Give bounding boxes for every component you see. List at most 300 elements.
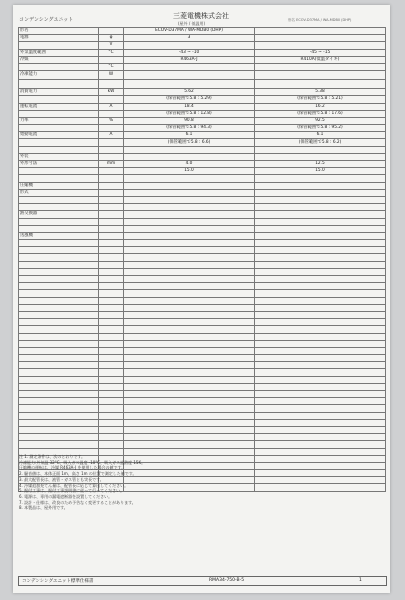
spec-label <box>19 125 99 132</box>
spec-label <box>19 139 99 146</box>
spec-label <box>19 419 99 426</box>
spec-unit: % <box>99 117 124 124</box>
spec-label <box>19 110 99 117</box>
spec-unit <box>99 326 124 333</box>
spec-label: 形式 <box>19 189 99 196</box>
spec-value-b <box>255 182 386 189</box>
spec-value-a <box>124 268 255 275</box>
spec-value-a <box>124 319 255 326</box>
spec-label <box>19 283 99 290</box>
spec-row <box>19 240 386 247</box>
footer-title: コンデンシングユニット標準仕様書 <box>22 579 94 584</box>
spec-value-b <box>255 189 386 196</box>
spec-value-a <box>124 297 255 304</box>
spec-label <box>19 426 99 433</box>
spec-row <box>19 35 386 42</box>
spec-value-a: R463A-J <box>124 56 255 63</box>
spec-unit <box>99 96 124 103</box>
spec-unit <box>99 383 124 390</box>
spec-row <box>19 333 386 340</box>
spec-value-b <box>255 211 386 218</box>
spec-row <box>19 146 386 153</box>
spec-unit <box>99 405 124 412</box>
spec-value-b <box>255 268 386 275</box>
spec-row <box>19 161 386 168</box>
spec-label <box>19 254 99 261</box>
spec-unit <box>99 297 124 304</box>
spec-row <box>19 28 386 35</box>
spec-value-b <box>255 240 386 247</box>
spec-value-a <box>124 63 255 70</box>
spec-unit: A <box>99 103 124 110</box>
spec-value-b <box>255 80 386 89</box>
spec-value-b: 16.2 <box>255 103 386 110</box>
spec-label <box>19 240 99 247</box>
spec-row <box>19 304 386 311</box>
spec-row <box>19 139 386 146</box>
spec-label <box>19 405 99 412</box>
spec-value-a <box>124 290 255 297</box>
spec-value-b <box>255 225 386 232</box>
spec-unit <box>99 355 124 362</box>
spec-label <box>19 297 99 304</box>
spec-value-a <box>124 426 255 433</box>
spec-value-a <box>124 283 255 290</box>
spec-value-a: 3 <box>124 35 255 42</box>
spec-unit: V <box>99 42 124 49</box>
spec-row <box>19 211 386 218</box>
doc-category: コンデンシングユニット <box>19 17 74 23</box>
spec-label <box>19 175 99 182</box>
spec-label: 始動電流 <box>19 132 99 139</box>
spec-label <box>19 225 99 232</box>
spec-label: 電源 <box>19 35 99 42</box>
spec-value-b <box>255 434 386 441</box>
spec-label: 消費電力 <box>19 89 99 96</box>
spec-value-b <box>255 362 386 369</box>
spec-row <box>19 340 386 347</box>
spec-unit <box>99 441 124 448</box>
spec-row <box>19 362 386 369</box>
spec-value-a: -43 ~ -10 <box>124 49 255 56</box>
spec-value-a <box>124 434 255 441</box>
spec-label <box>19 311 99 318</box>
spec-value-b: 15.0 <box>255 168 386 175</box>
spec-unit <box>99 168 124 175</box>
spec-value-a <box>124 240 255 247</box>
spec-value-a <box>124 247 255 254</box>
spec-value-b <box>255 304 386 311</box>
spec-row <box>19 398 386 405</box>
spec-unit <box>99 304 124 311</box>
spec-value-a <box>124 391 255 398</box>
spec-value-b <box>255 146 386 153</box>
spec-row <box>19 225 386 232</box>
spec-value-a <box>124 405 255 412</box>
note-line: 2. 騒音値は、本体正面 1m、高さ 1m の位置で測定した値です。 <box>19 471 137 477</box>
spec-row <box>19 63 386 70</box>
spec-value-a: 5.62 <box>124 89 255 96</box>
spec-unit <box>99 254 124 261</box>
spec-value-b <box>255 340 386 347</box>
spec-value-b <box>255 426 386 433</box>
spec-label <box>19 276 99 283</box>
spec-label <box>19 369 99 376</box>
spec-label <box>19 168 99 175</box>
spec-label: 運転電流 <box>19 103 99 110</box>
spec-value-b <box>255 311 386 318</box>
spec-label: 冷凍能力 <box>19 71 99 80</box>
spec-value-a <box>124 376 255 383</box>
spec-value-b <box>255 153 386 160</box>
spec-value-a <box>124 333 255 340</box>
note-line: 6. 電源は、専用の漏電遮断器を設置してください。 <box>19 493 113 499</box>
spec-label <box>19 63 99 70</box>
spec-label <box>19 333 99 340</box>
spec-row <box>19 153 386 160</box>
spec-value-a <box>124 398 255 405</box>
spec-label <box>19 261 99 268</box>
spec-row <box>19 261 386 268</box>
spec-row <box>19 232 386 239</box>
spec-row <box>19 376 386 383</box>
spec-row <box>19 49 386 56</box>
spec-row <box>19 369 386 376</box>
spec-value-b: -45 ~ -15 <box>255 49 386 56</box>
spec-value-a <box>124 441 255 448</box>
spec-label <box>19 96 99 103</box>
spec-label: 外形寸法 <box>19 161 99 168</box>
spec-value-a <box>124 225 255 232</box>
spec-row <box>19 383 386 390</box>
spec-value-a <box>124 175 255 182</box>
spec-row <box>19 117 386 124</box>
spec-label <box>19 441 99 448</box>
spec-row <box>19 103 386 110</box>
spec-row <box>19 125 386 132</box>
spec-value-b: 6.1 <box>255 132 386 139</box>
spec-value-b <box>255 419 386 426</box>
spec-value-b <box>255 405 386 412</box>
spec-value-a: 18.4 <box>124 103 255 110</box>
spec-value-b: R410A(低温ダイキ) <box>255 56 386 63</box>
spec-value-b <box>255 376 386 383</box>
spec-value-b <box>255 232 386 239</box>
spec-value-b <box>255 71 386 80</box>
spec-unit: W <box>99 71 124 80</box>
spec-value-b <box>255 276 386 283</box>
spec-unit <box>99 211 124 218</box>
spec-value-b <box>255 441 386 448</box>
spec-unit <box>99 268 124 275</box>
spec-value-a <box>124 182 255 189</box>
spec-value-b: 5.38 <box>255 89 386 96</box>
spec-unit <box>99 153 124 160</box>
spec-unit <box>99 175 124 182</box>
spec-row <box>19 254 386 261</box>
spec-row <box>19 319 386 326</box>
spec-row <box>19 326 386 333</box>
spec-unit: φ <box>99 35 124 42</box>
spec-value-a <box>124 362 255 369</box>
spec-unit <box>99 419 124 426</box>
spec-label: 力率 <box>19 117 99 124</box>
spec-row <box>19 311 386 318</box>
spec-row <box>19 110 386 117</box>
spec-value-a: 15.0 <box>124 168 255 175</box>
spec-unit <box>99 240 124 247</box>
spec-value-a <box>124 347 255 354</box>
spec-row <box>19 168 386 175</box>
spec-value-a <box>124 276 255 283</box>
spec-value-a <box>124 80 255 89</box>
spec-value-b <box>255 254 386 261</box>
spec-value-a: 90.8 <box>124 117 255 124</box>
spec-unit: °C <box>99 63 124 70</box>
spec-value-b <box>255 333 386 340</box>
spec-label <box>19 362 99 369</box>
spec-row <box>19 391 386 398</box>
spec-value-b <box>255 175 386 182</box>
spec-value-a <box>124 42 255 49</box>
spec-label <box>19 218 99 225</box>
spec-unit <box>99 340 124 347</box>
spec-value-a <box>124 189 255 196</box>
spec-value-a <box>124 218 255 225</box>
spec-label: 形名 <box>19 28 99 35</box>
spec-value-b <box>255 283 386 290</box>
spec-value-a <box>124 383 255 390</box>
model-note: 形名 ECOV-D37MA / WA-MDB0 (DHP) <box>288 18 352 22</box>
spec-unit <box>99 398 124 405</box>
spec-unit <box>99 362 124 369</box>
spec-label <box>19 196 99 203</box>
footer-doc-no: RMA34-750-B-5 <box>209 578 245 583</box>
spec-value-a: (保管範囲で5.8 : 94.3) <box>124 125 255 132</box>
spec-value-b <box>255 412 386 419</box>
spec-value-b <box>255 63 386 70</box>
footer-page: 1 <box>359 578 362 583</box>
spec-value-b <box>255 261 386 268</box>
spec-value-b <box>255 326 386 333</box>
spec-row <box>19 419 386 426</box>
spec-value-a <box>124 326 255 333</box>
spec-row <box>19 218 386 225</box>
spec-row <box>19 182 386 189</box>
spec-unit <box>99 426 124 433</box>
spec-unit <box>99 369 124 376</box>
spec-label <box>19 247 99 254</box>
spec-unit <box>99 290 124 297</box>
spec-unit <box>99 283 124 290</box>
spec-label <box>19 434 99 441</box>
spec-sheet <box>13 5 390 593</box>
spec-value-a <box>124 71 255 80</box>
spec-value-b <box>255 355 386 362</box>
spec-unit: kW <box>99 89 124 96</box>
spec-value-b: (保管範囲で5.8 : 17.6) <box>255 110 386 117</box>
note-line: 4. 冷媒追加充てん量は、配管長に応じて算出してください。 <box>19 482 129 488</box>
spec-value-b <box>255 297 386 304</box>
spec-unit <box>99 376 124 383</box>
spec-row <box>19 347 386 354</box>
spec-label: 冷媒 <box>19 56 99 63</box>
spec-label <box>19 326 99 333</box>
spec-row <box>19 132 386 139</box>
spec-label <box>19 355 99 362</box>
note-line: 3. 最大配管長は、液管・ガス管とも実長です。 <box>19 476 104 482</box>
spec-unit <box>99 247 124 254</box>
spec-row <box>19 434 386 441</box>
spec-value-b: (保管範囲で5.8 : 95.2) <box>255 125 386 132</box>
spec-label <box>19 319 99 326</box>
spec-unit: mm <box>99 161 124 168</box>
spec-label <box>19 398 99 405</box>
spec-label <box>19 412 99 419</box>
spec-row <box>19 426 386 433</box>
spec-value-b <box>255 290 386 297</box>
spec-value-a <box>124 340 255 347</box>
spec-value-a: 4.0 <box>124 161 255 168</box>
spec-unit: °C <box>99 49 124 56</box>
spec-value-a <box>124 204 255 211</box>
spec-unit <box>99 80 124 89</box>
spec-label: 外気温度範囲 <box>19 49 99 56</box>
spec-value-a: ECOV-D37MA / WA-MDB0 (DHP) <box>124 28 255 35</box>
spec-label <box>19 347 99 354</box>
spec-label <box>19 304 99 311</box>
spec-label: 外装 <box>19 153 99 160</box>
spec-unit <box>99 189 124 196</box>
spec-value-b <box>255 319 386 326</box>
spec-value-b <box>255 383 386 390</box>
spec-row <box>19 204 386 211</box>
spec-label: 熱交換器 <box>19 211 99 218</box>
spec-unit <box>99 412 124 419</box>
spec-value-b <box>255 247 386 254</box>
spec-row <box>19 56 386 63</box>
spec-unit <box>99 204 124 211</box>
spec-value-b <box>255 347 386 354</box>
spec-value-b: 12.5 <box>255 161 386 168</box>
spec-value-a <box>124 355 255 362</box>
spec-value-b: 92.5 <box>255 117 386 124</box>
doc-subtitle: (屋外 / 低温用) <box>178 21 206 26</box>
spec-row <box>19 283 386 290</box>
footer <box>18 576 387 586</box>
spec-row <box>19 71 386 80</box>
spec-value-b <box>255 196 386 203</box>
spec-value-a <box>124 369 255 376</box>
spec-unit <box>99 196 124 203</box>
spec-label <box>19 146 99 153</box>
spec-unit <box>99 110 124 117</box>
spec-unit <box>99 146 124 153</box>
spec-label <box>19 80 99 89</box>
spec-value-a: (保管範囲で5.8 : 5.29) <box>124 96 255 103</box>
spec-unit <box>99 276 124 283</box>
spec-value-a <box>124 232 255 239</box>
note-line: 8. 本製品は、屋外用です。 <box>19 505 68 511</box>
spec-value-b <box>255 218 386 225</box>
spec-row <box>19 290 386 297</box>
spec-value-a <box>124 254 255 261</box>
spec-value-a <box>124 211 255 218</box>
spec-value-a <box>124 153 255 160</box>
spec-label: 送風機 <box>19 232 99 239</box>
spec-value-a: (保管範囲で5.8 : 6.6) <box>124 139 255 146</box>
spec-unit <box>99 333 124 340</box>
spec-unit <box>99 311 124 318</box>
spec-value-b: (保管範囲で5.8 : 6.2) <box>255 139 386 146</box>
spec-value-a <box>124 146 255 153</box>
spec-unit <box>99 182 124 189</box>
spec-row <box>19 405 386 412</box>
spec-unit <box>99 319 124 326</box>
note-line: 圧縮機の運転は、冷媒 R463A-J を使用した場合の値です。 <box>19 465 126 471</box>
company-name: 三菱電機株式会社 <box>173 12 229 20</box>
spec-unit <box>99 347 124 354</box>
spec-label <box>19 391 99 398</box>
spec-value-b <box>255 28 386 35</box>
spec-row <box>19 412 386 419</box>
spec-label <box>19 268 99 275</box>
spec-label <box>19 42 99 49</box>
spec-unit <box>99 125 124 132</box>
spec-value-b <box>255 369 386 376</box>
spec-value-b <box>255 35 386 42</box>
spec-label <box>19 383 99 390</box>
spec-value-b <box>255 398 386 405</box>
spec-label <box>19 340 99 347</box>
spec-label <box>19 204 99 211</box>
spec-unit <box>99 391 124 398</box>
spec-row <box>19 80 386 89</box>
note-line: 5. 据付工事は、据付工事説明書に従って行ってください。 <box>19 488 125 494</box>
spec-unit: A <box>99 132 124 139</box>
note-line: 7. 設計・仕様は、改良のため予告なく変更することがあります。 <box>19 499 136 505</box>
spec-value-a <box>124 261 255 268</box>
spec-unit <box>99 218 124 225</box>
spec-row <box>19 247 386 254</box>
spec-row <box>19 268 386 275</box>
spec-value-a: 6.1 <box>124 132 255 139</box>
spec-label <box>19 290 99 297</box>
note-line: 冷凍能力:外気温 32°C、吸入ガス温度 -10°C、吸入ガス過熱度 15K。 <box>19 459 146 465</box>
spec-value-a: (保管範囲で5.8 : 12.8) <box>124 110 255 117</box>
spec-value-b <box>255 204 386 211</box>
spec-unit <box>99 28 124 35</box>
spec-row <box>19 276 386 283</box>
spec-row <box>19 355 386 362</box>
spec-unit <box>99 232 124 239</box>
spec-value-a <box>124 412 255 419</box>
spec-label: 圧縮機 <box>19 182 99 189</box>
spec-value-a <box>124 196 255 203</box>
spec-unit <box>99 139 124 146</box>
spec-label <box>19 376 99 383</box>
spec-value-a <box>124 419 255 426</box>
spec-row <box>19 96 386 103</box>
spec-row <box>19 297 386 304</box>
spec-row <box>19 175 386 182</box>
spec-value-b <box>255 42 386 49</box>
notes <box>19 454 381 511</box>
spec-value-a <box>124 304 255 311</box>
spec-row <box>19 189 386 196</box>
spec-row <box>19 89 386 96</box>
spec-unit <box>99 261 124 268</box>
